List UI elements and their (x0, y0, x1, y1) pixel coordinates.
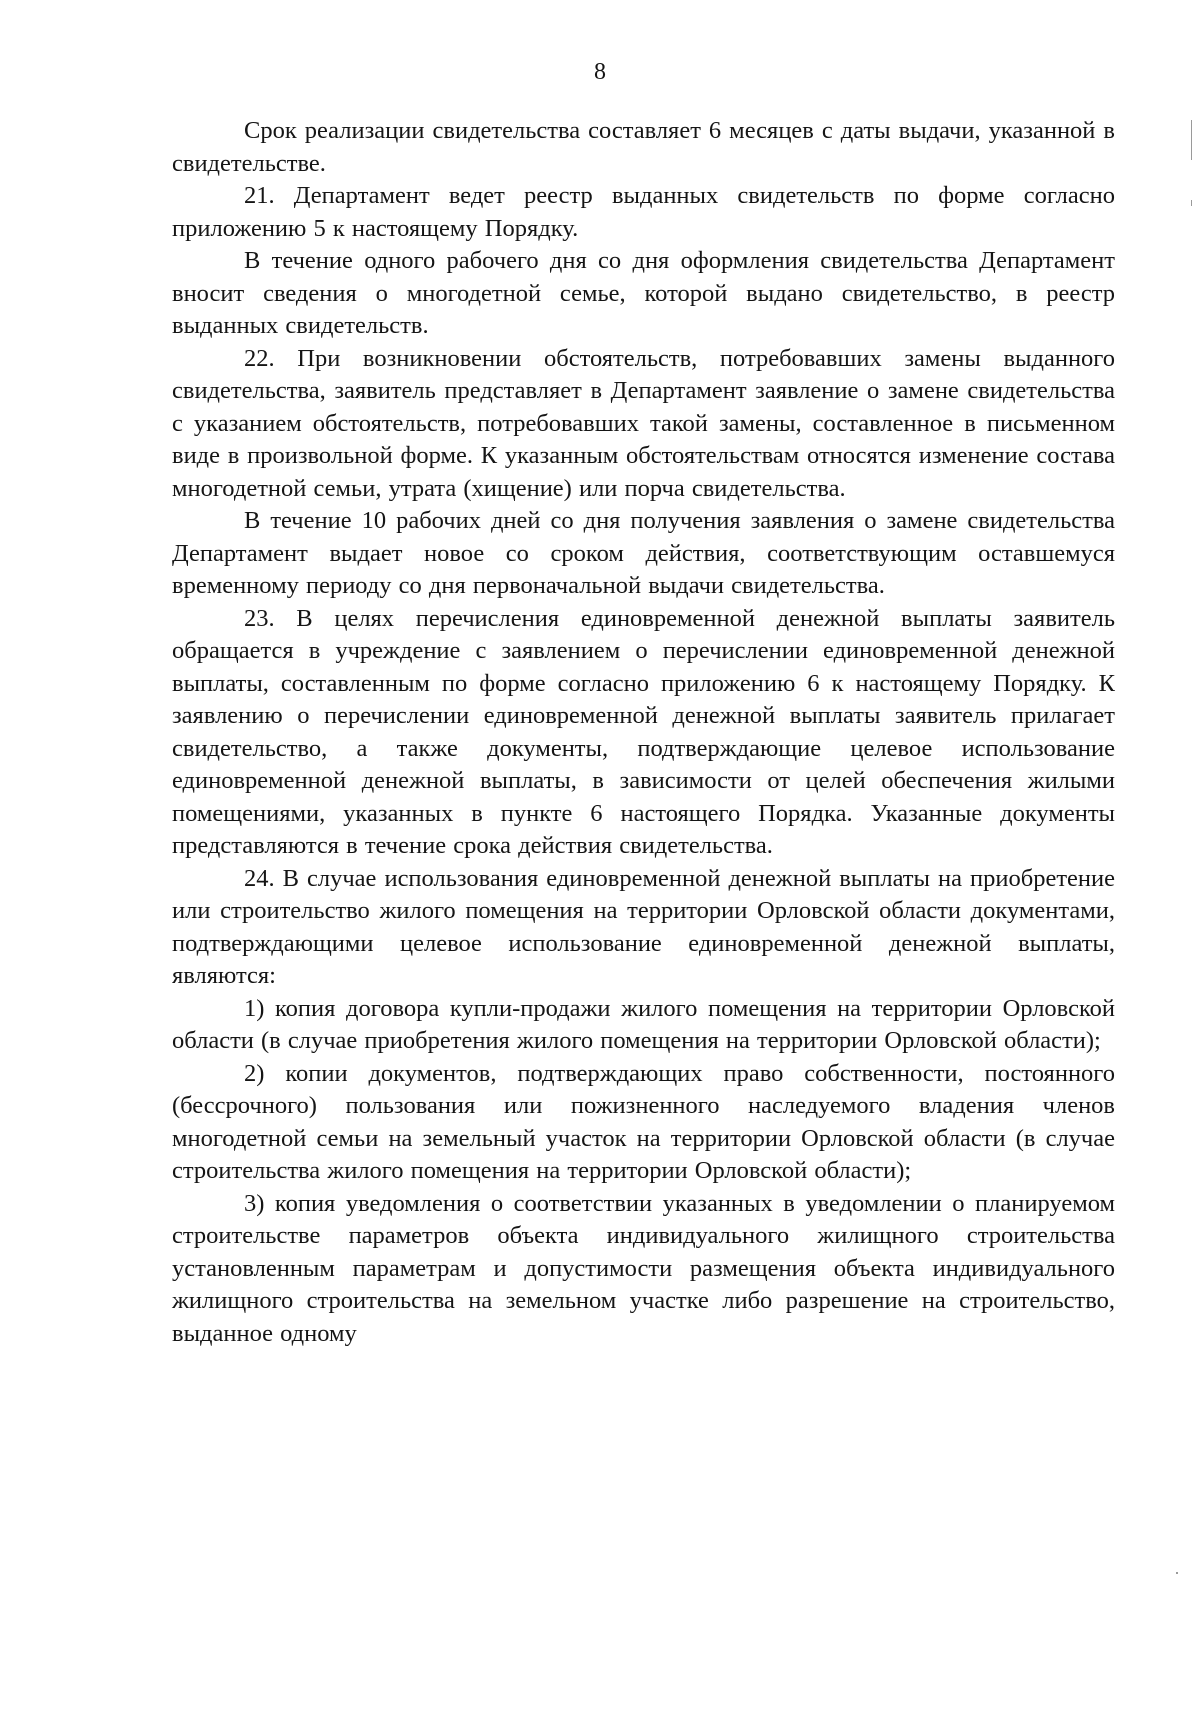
paragraph-item-23: 23. В целях перечисления единовременной денежной выплаты заявитель обращается в учреждение с заявлением о перечислении единовременной денежной выплаты, составленным по форме согласно приложению 6 к настоящему Порядку. К заявлению о перечислении единовременной денежной выплаты заявитель прилагает свидетельство, а также документы, подтверждающие целевое использование единовременной денежной выплаты, в зависимости от целей обеспечения жилыми помещениями, указанных в пункте 6 настоящего Порядка. Указанные документы представляются в течение срока действия свидетельства. (172, 604, 1115, 859)
list-item-1: 1) копия договора купли-продажи жилого помещения на территории Орловской области (в случае приобретения жилого помещения на территории Орловской области); (172, 994, 1115, 1054)
paragraph-certificate-validity: Срок реализации свидетельства составляет 6 месяцев с даты выдачи, указанной в свидетельстве. (172, 117, 1115, 177)
paragraph-item-24: 24. В случае использования единовременной денежной выплаты на приобретение или строительство жилого помещения на территории Орловской области документами, подтверждающими целевое использование единовременной денежной выплаты, являются: (172, 864, 1115, 989)
list-item-2: 2) копии документов, подтверждающих право собственности, постоянного (бессрочного) пользования или пожизненного наследуемого владения членов многодетной семьи на земельный участок на территории Орловской области (в случае строительства жилого помещения на территории Орловской области); (172, 1059, 1115, 1184)
scan-edge-mark (1191, 120, 1192, 160)
paragraph-item-22: 22. При возникновении обстоятельств, потребовавших замены выданного свидетельства, заявитель представляет в Департамент заявление о замене свидетельства с указанием обстоятельств, потребовавших такой замены, составленное в письменном виде в произвольной форме. К указанным обстоятельствам относятся изменение состава многодетной семьи, утрата (хищение) или порча свидетельства. (172, 344, 1115, 502)
scan-edge-mark (1191, 200, 1192, 206)
paragraph-replacement-term: В течение 10 рабочих дней со дня получения заявления о замене свидетельства Департамент выдает новое со сроком действия, соответствующим оставшемуся временному периоду со дня первоначальной выдачи свидетельства. (172, 507, 1115, 599)
page-number: 8 (594, 59, 606, 85)
paragraph-item-21: 21. Департамент ведет реестр выданных свидетельств по форме согласно приложению 5 к настоящему Порядку. (172, 182, 1115, 242)
paragraph-registry-entry: В течение одного рабочего дня со дня оформления свидетельства Департамент вносит сведения о многодетной семье, которой выдано свидетельство, в реестр выданных свидетельств. (172, 247, 1115, 339)
list-item-3: 3) копия уведомления о соответствии указанных в уведомлении о планируемом строительстве параметров объекта индивидуального жилищного строительства установленным параметрам и допустимости размещения объекта индивидуального жилищного строительства на земельном участке либо разрешение на строительство, выданное одному (172, 1189, 1115, 1347)
document-body (172, 115, 1115, 1350)
scan-dust-mark (1176, 1572, 1178, 1574)
